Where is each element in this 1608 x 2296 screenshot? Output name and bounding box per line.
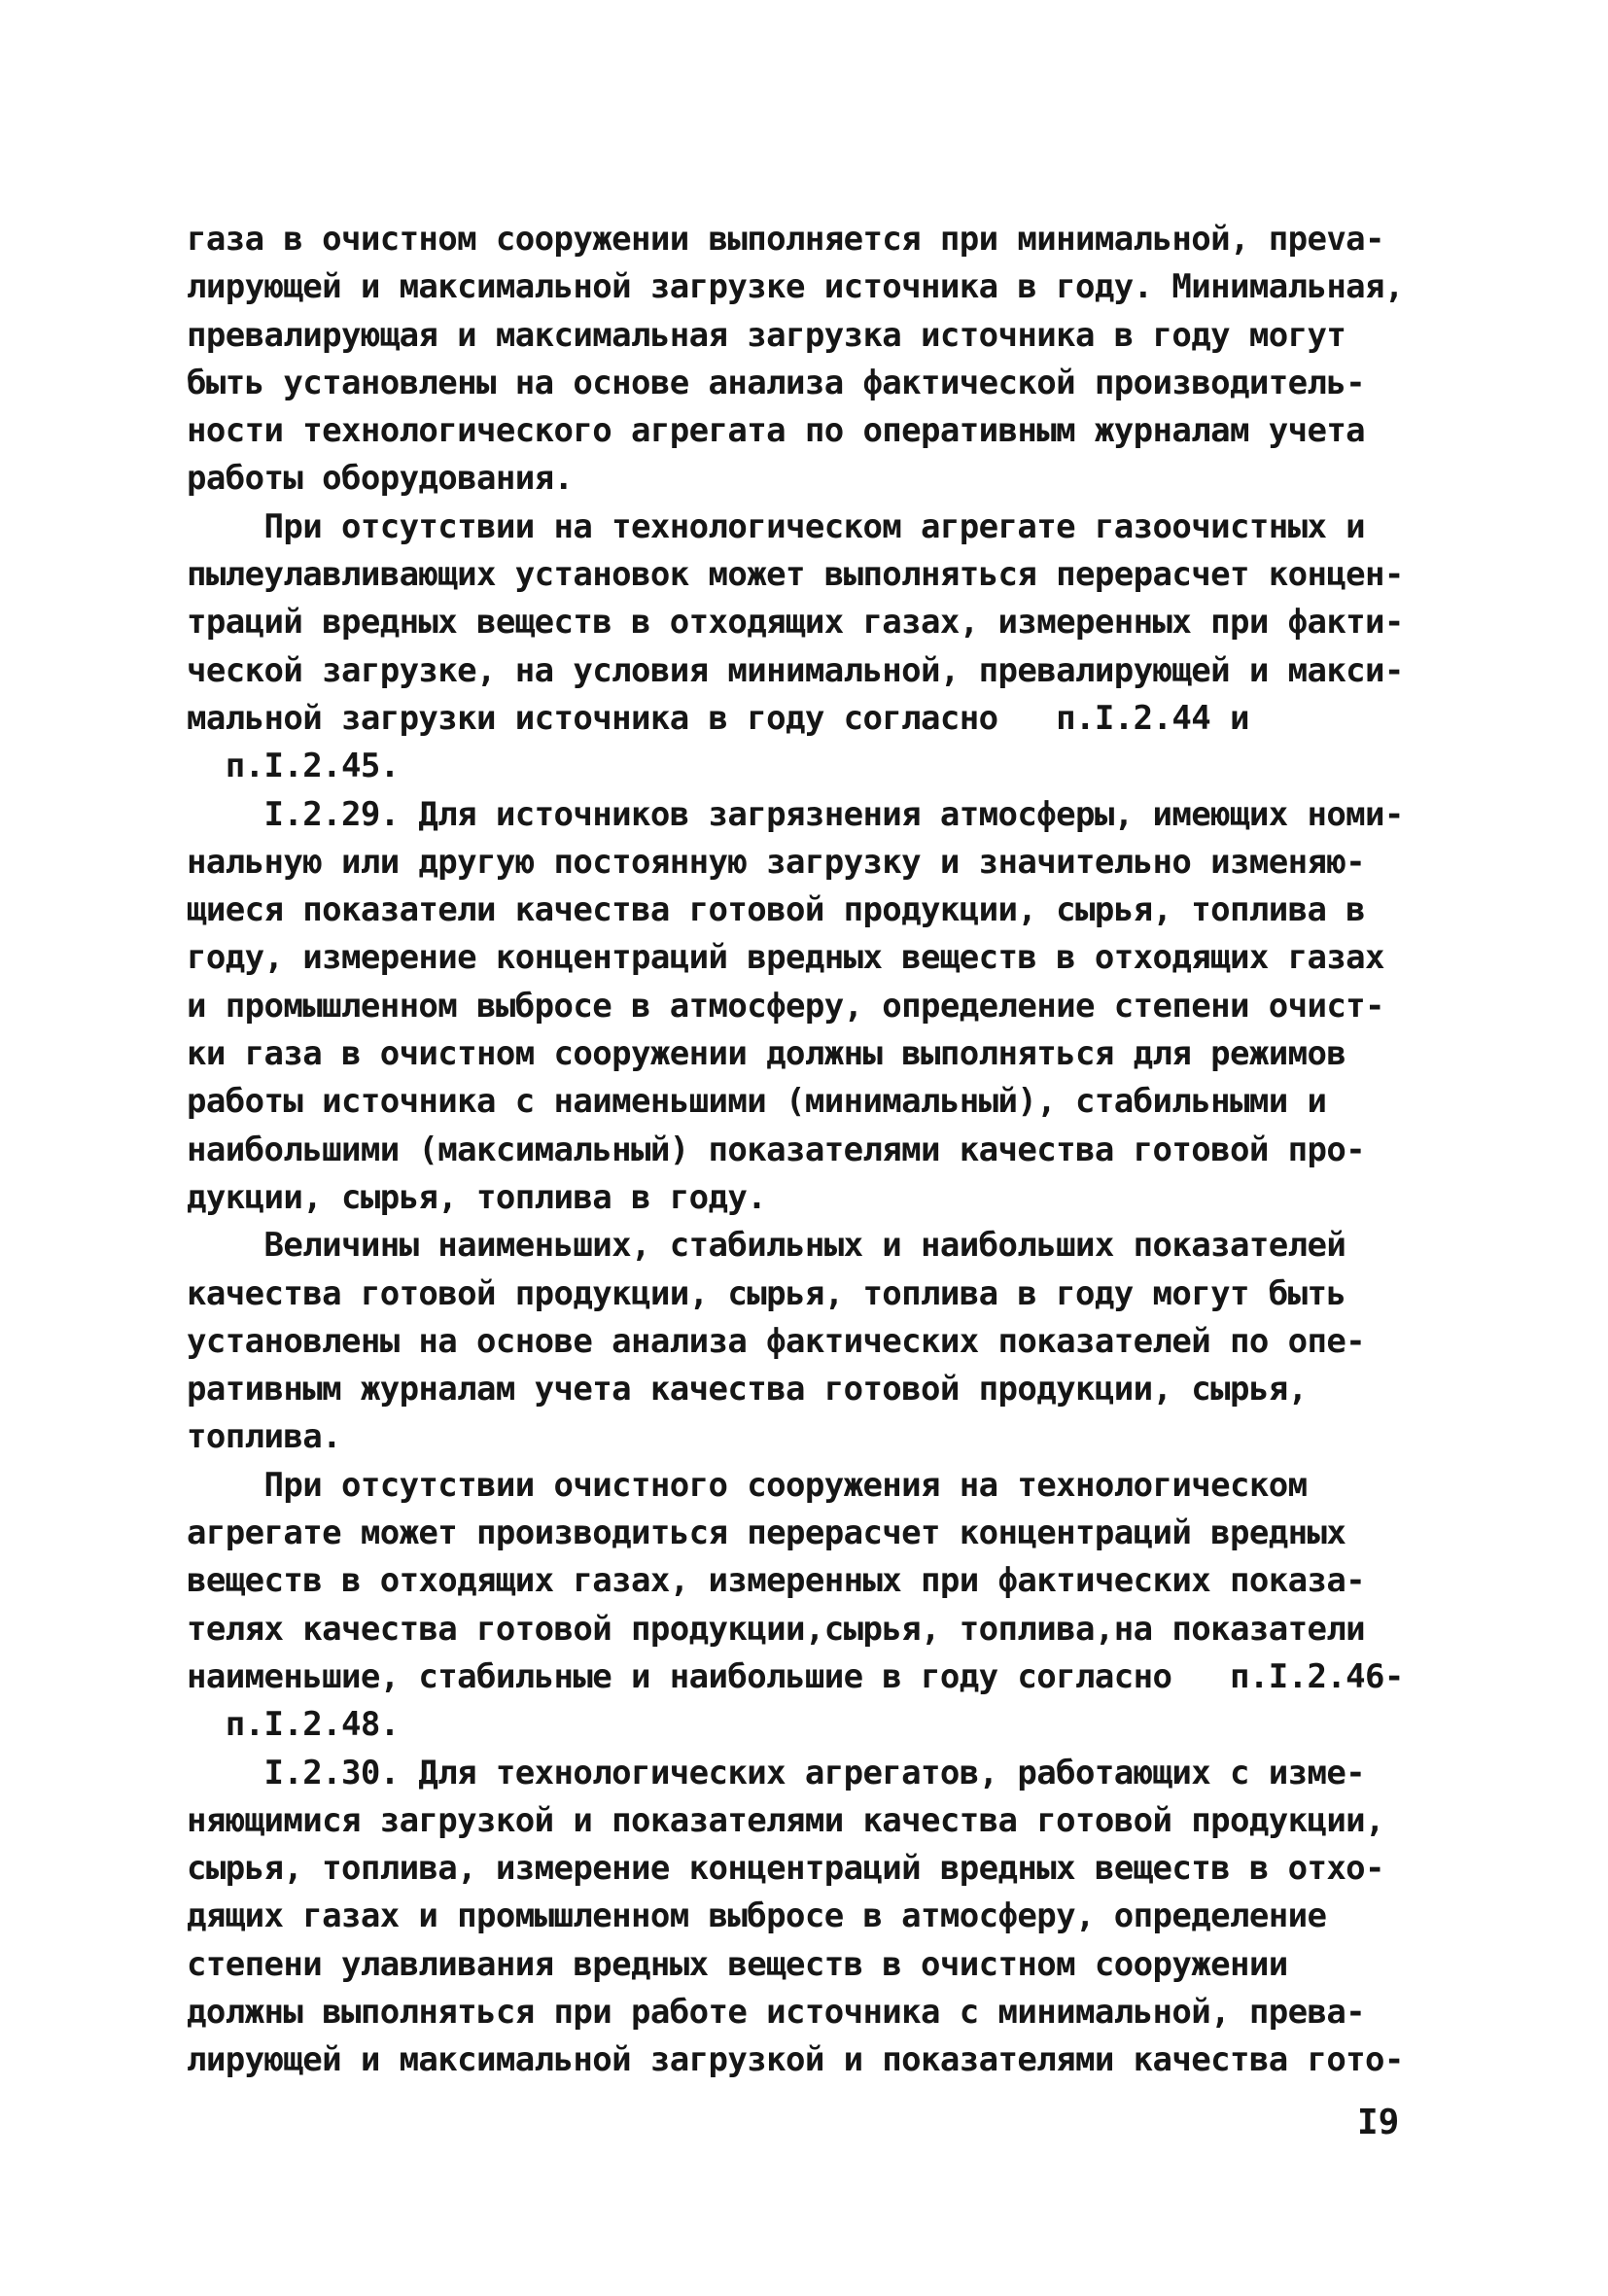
text-line: дящих газах и промышленном выбросе в атмосферу, определение bbox=[187, 1896, 1327, 1936]
text-line: и промышленном выбросе в атмосферу, определение степени очист- bbox=[187, 986, 1384, 1026]
text-line: При отсутствии на технологическом агрегате газоочистных и bbox=[187, 506, 1366, 546]
text-line: наименьшие, стабильные и наибольшие в году согласно п.I.2.46- bbox=[187, 1656, 1404, 1696]
text-line: наибольшими (максимальный) показателями качества готовой про- bbox=[187, 1130, 1366, 1169]
text-line: щиеся показатели качества готовой продукции, сырья, топлива в bbox=[187, 890, 1366, 930]
text-line: лирующей и максимальной загрузкой и показателями качества гото- bbox=[187, 2040, 1404, 2080]
text-line: году, измерение концентраций вредных веществ в отходящих газах bbox=[187, 938, 1384, 978]
text-line: ности технологического агрегата по оперативным журналам учета bbox=[187, 411, 1366, 451]
text-line: сырья, топлива, измерение концентраций вредных веществ в отхо- bbox=[187, 1849, 1384, 1889]
text-line: установлены на основе анализа фактических показателей по опе- bbox=[187, 1321, 1366, 1361]
text-line: степени улавливания вредных веществ в очистном сооружении bbox=[187, 1944, 1288, 1984]
text-line: лирующей и максимальной загрузке источника в году. Минимальная, bbox=[187, 267, 1404, 307]
text-line: мальной загрузки источника в году согласно п.I.2.44 и bbox=[187, 698, 1249, 738]
text-line: При отсутствии очистного сооружения на технологическом bbox=[187, 1465, 1308, 1505]
text-line: телях качества готовой продукции,сырья, топлива,на показатели bbox=[187, 1609, 1366, 1649]
text-line: веществ в отходящих газах, измеренных при фактических показа- bbox=[187, 1561, 1366, 1601]
text-line: агрегате может производиться перерасчет концентраций вредных bbox=[187, 1513, 1346, 1553]
text-line: топлива. bbox=[187, 1417, 341, 1457]
text-line: п.I.2.45. bbox=[187, 747, 400, 786]
text-line: Величины наименьших, стабильных и наибольших показателей bbox=[187, 1226, 1346, 1266]
text-line: работы оборудования. bbox=[187, 459, 574, 499]
text-line: нальную или другую постоянную загрузку и значительно изменяю- bbox=[187, 842, 1366, 882]
body-text bbox=[187, 216, 1451, 2085]
text-line: качества готовой продукции, сырья, топлива в году могут быть bbox=[187, 1273, 1346, 1313]
text-line: быть установлены на основе анализа фактической производитель- bbox=[187, 363, 1366, 402]
text-line: газа в очистном сооружении выполняется при минимальной, преva- bbox=[187, 220, 1384, 259]
text-line: I.2.29. Для источников загрязнения атмосферы, имеющих номи- bbox=[187, 794, 1404, 834]
text-line: должны выполняться при работе источника с минимальной, прева- bbox=[187, 1992, 1366, 2032]
text-line: дукции, сырья, топлива в году. bbox=[187, 1177, 767, 1217]
text-line: пылеулавливающих установок может выполняться перерасчет концен- bbox=[187, 555, 1404, 595]
text-line: работы источника с наименьшими (минимальный), стабильными и bbox=[187, 1082, 1327, 1122]
text-line: п.I.2.48. bbox=[187, 1705, 400, 1745]
text-line: траций вредных веществ в отходящих газах, измеренных при факти- bbox=[187, 603, 1404, 643]
text-line: ративным журналам учета качества готовой продукции, сырья, bbox=[187, 1370, 1308, 1409]
text-line: ческой загрузке, на условия минимальной, превалирующей и макси- bbox=[187, 650, 1404, 690]
text-line: I.2.30. Для технологических агрегатов, работающих с изме- bbox=[187, 1753, 1366, 1792]
page-number: I9 bbox=[1357, 2103, 1400, 2142]
text-line: ки газа в очистном сооружении должны выполняться для режимов bbox=[187, 1034, 1346, 1074]
text-line: няющимися загрузкой и показателями качества готовой продукции, bbox=[187, 1800, 1384, 1840]
text-line: превалирующая и максимальная загрузка источника в году могут bbox=[187, 315, 1346, 355]
